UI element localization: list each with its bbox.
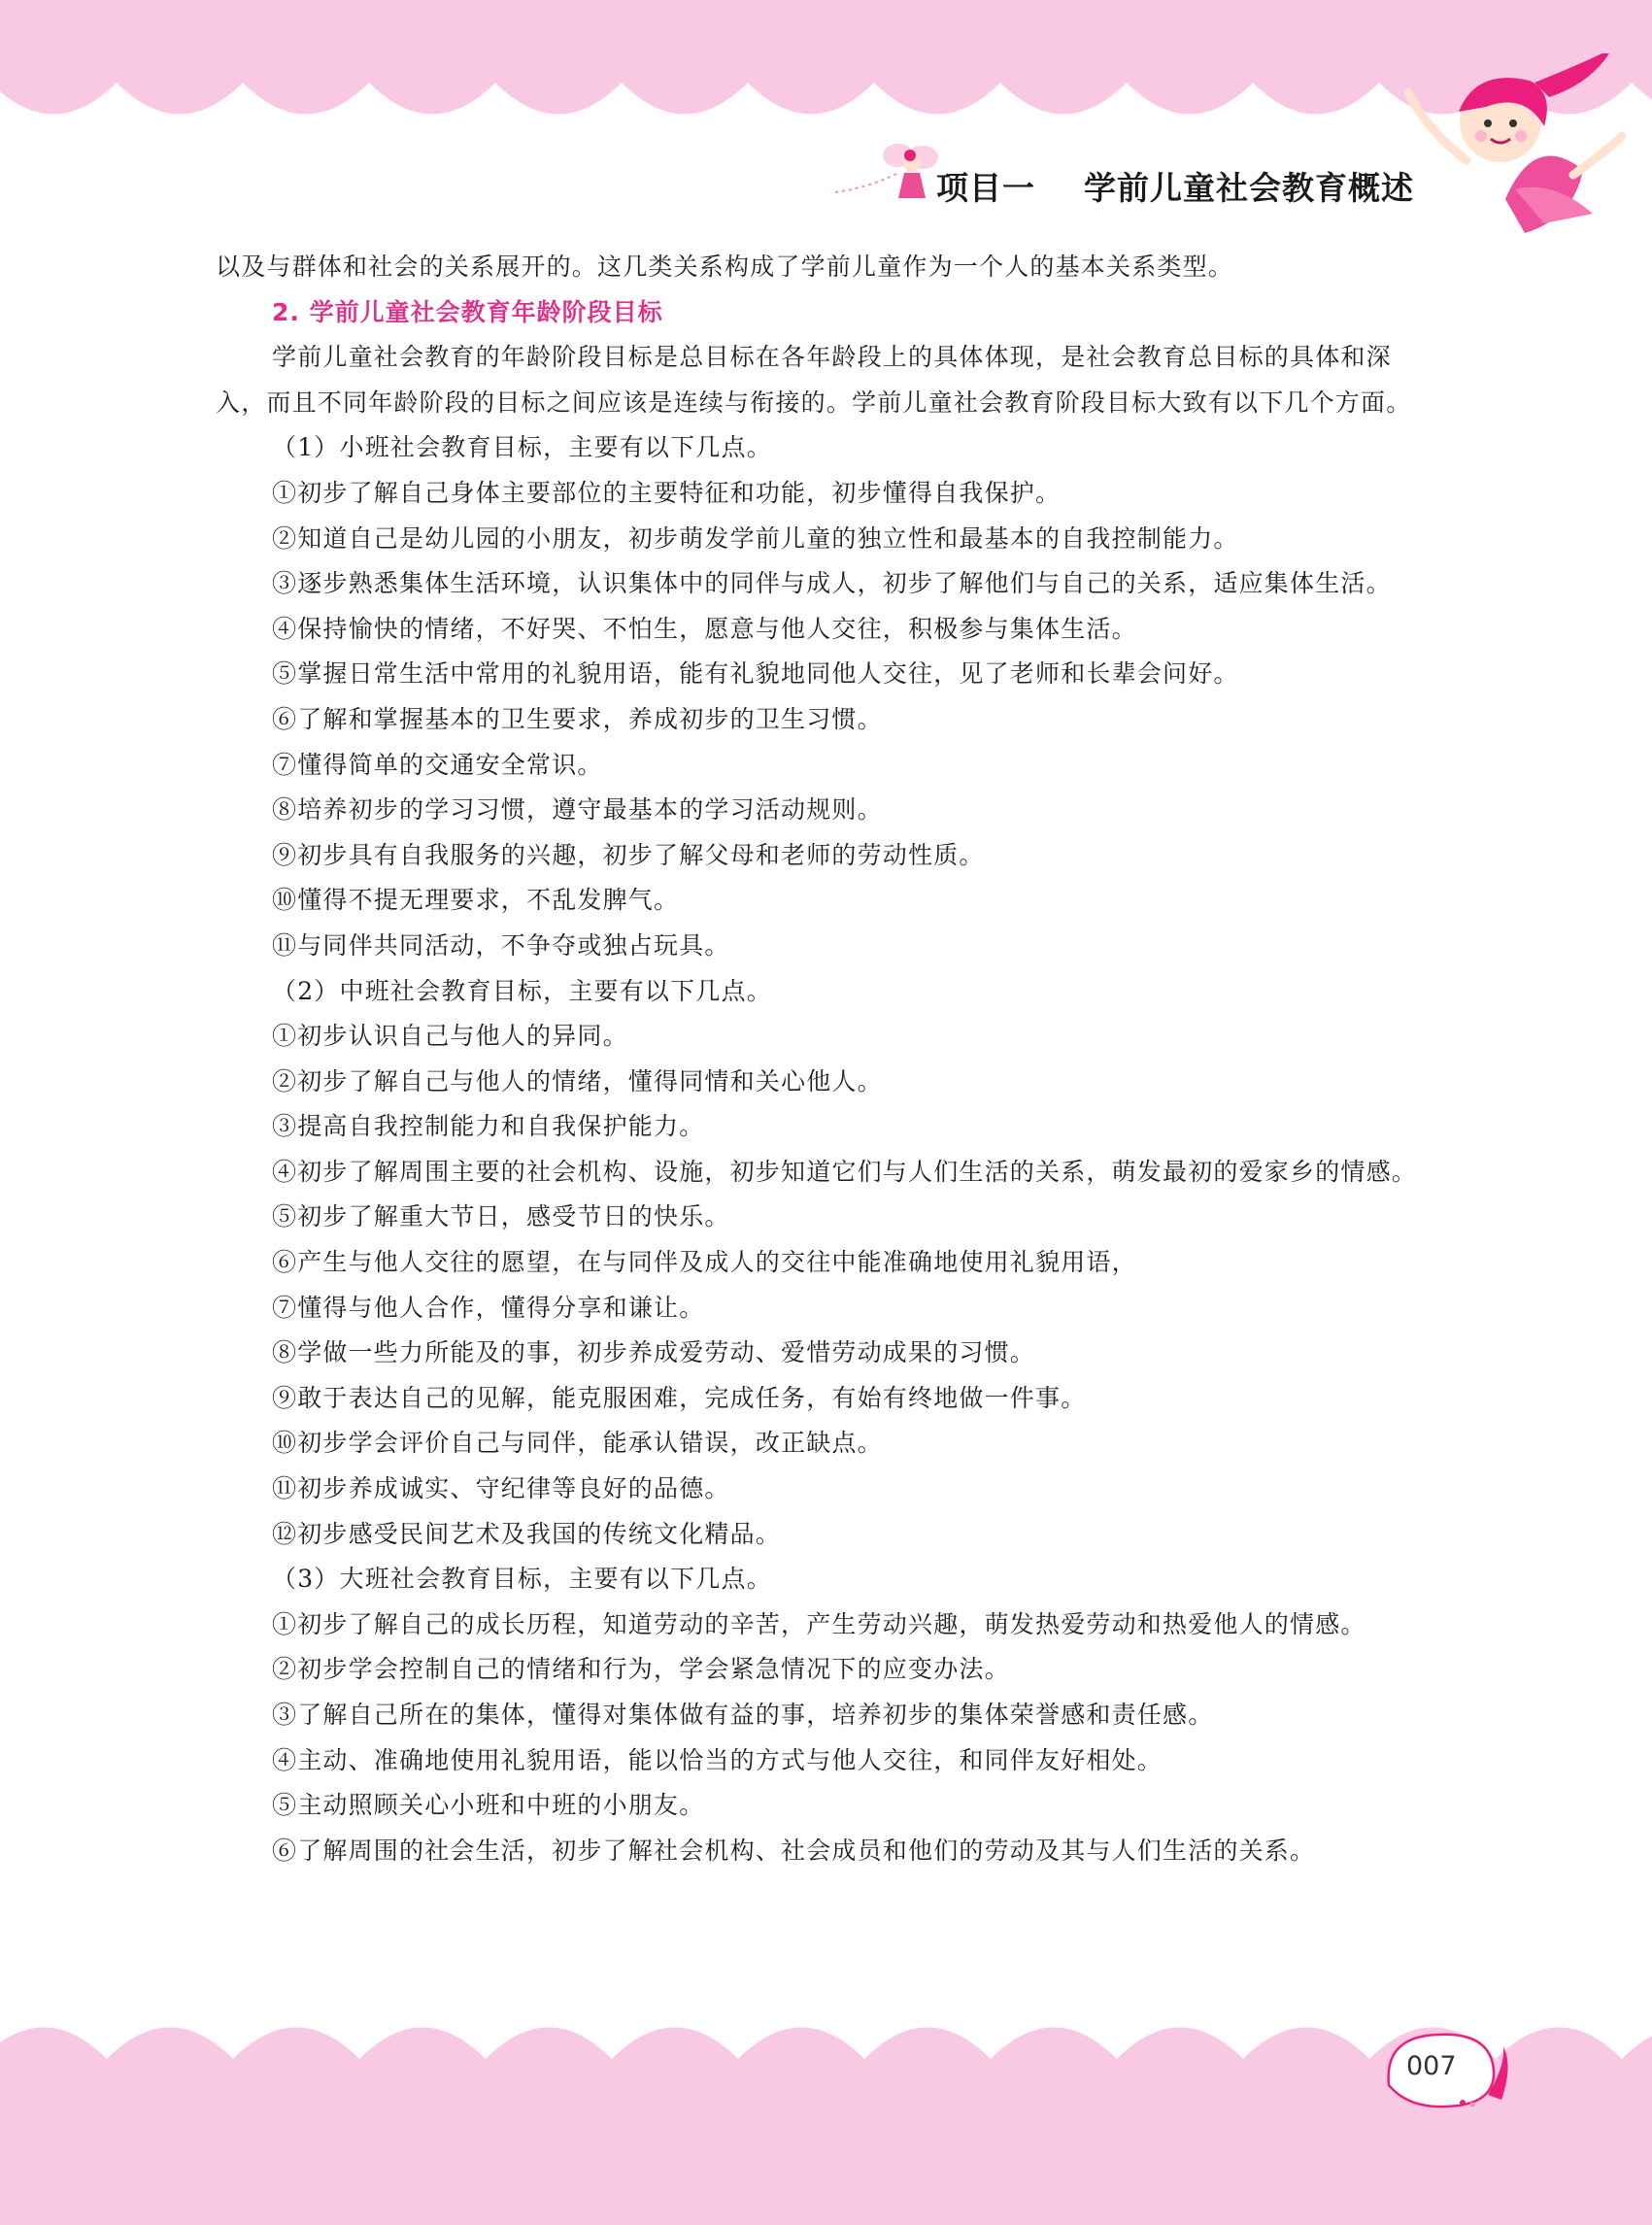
list-item: ⑪与同伴共同活动，不争夺或独占玩具。 <box>272 930 730 960</box>
page-number: 007 <box>1406 2051 1457 2081</box>
middle-class-heading: （2）中班社会教育目标，主要有以下几点。 <box>272 976 772 1005</box>
list-item: ⑥了解和掌握基本的卫生要求，养成初步的卫生习惯。 <box>272 704 883 733</box>
list-item: ⑥了解周围的社会生活，初步了解社会机构、社会成员和他们的劳动及其与人们生活的关系。 <box>272 1836 1316 1865</box>
list-item: ⑤掌握日常生活中常用的礼貌用语，能有礼貌地同他人交往，见了老师和长辈会问好。 <box>272 659 1239 689</box>
list-item: ⑪初步养成诚实、守纪律等良好的品德。 <box>272 1474 730 1503</box>
page-content <box>216 245 1437 1873</box>
list-item: ④保持愉快的情绪，不好哭、不怕生，愿意与他人交往，积极参与集体生活。 <box>272 614 1137 643</box>
section-heading: 2. 学前儿童社会教育年龄阶段目标 <box>272 297 663 326</box>
fairy-icon <box>830 134 947 212</box>
list-item: ⑩初步学会评价自己与同伴，能承认错误，改正缺点。 <box>272 1429 883 1458</box>
list-item: ⑦懂得与他人合作，懂得分享和谦让。 <box>272 1293 705 1322</box>
list-item: ⑤主动照顾关心小班和中班的小朋友。 <box>272 1791 705 1820</box>
continuation-paragraph: 以及与群体和社会的关系展开的。这几类关系构成了学前儿童作为一个人的基本关系类型。 <box>216 253 1234 281</box>
list-item: ⑦懂得简单的交通安全常识。 <box>272 750 603 779</box>
list-item: ①初步了解自己的成长历程，知道劳动的辛苦，产生劳动兴趣，萌发热爱劳动和热爱他人的情感。 <box>272 1609 1366 1638</box>
small-class-heading: （1）小班社会教育目标，主要有以下几点。 <box>272 433 772 462</box>
list-item: ⑤初步了解重大节日，感受节日的快乐。 <box>272 1202 730 1231</box>
list-item: ⑥产生与他人交往的愿望，在与同伴及成人的交往中能准确地使用礼貌用语， <box>272 1248 1137 1277</box>
list-item: ③逐步熟悉集体生活环境，认识集体中的同伴与成人，初步了解他们与自己的关系，适应集体生活。 <box>272 569 1392 598</box>
list-item: ⑩懂得不提无理要求，不乱发脾气。 <box>272 886 680 915</box>
large-class-heading: （3）大班社会教育目标，主要有以下几点。 <box>272 1565 772 1594</box>
list-item: ③了解自己所在的集体，懂得对集体做有益的事，培养初步的集体荣誉感和责任感。 <box>272 1701 1214 1729</box>
list-item: ⑨敢于表达自己的见解，能克服困难，完成任务，有始有终地做一件事。 <box>272 1383 1087 1412</box>
list-item: ①初步了解自己身体主要部位的主要特征和功能，初步懂得自我保护。 <box>272 478 1062 507</box>
girl-illustration-icon <box>1389 53 1632 238</box>
intro-paragraph: 学前儿童社会教育的年龄阶段目标是总目标在各年龄段上的具体体现，是社会教育总目标的具体和深入，而且不同年龄阶段的目标之间应该是连续与衔接的。学前儿童社会教育阶段目标大致有以下几个方面。 <box>216 343 1412 417</box>
list-item: ⑨初步具有自我服务的兴趣，初步了解父母和老师的劳动性质。 <box>272 840 985 869</box>
list-item: ⑧学做一些力所能及的事，初步养成爱劳动、爱惜劳动成果的习惯。 <box>272 1338 1036 1367</box>
list-item: ②知道自己是幼儿园的小朋友，初步萌发学前儿童的独立性和最基本的自我控制能力。 <box>272 523 1239 553</box>
list-item: ⑧培养初步的学习习惯，遵守最基本的学习活动规则。 <box>272 795 883 825</box>
header-title: 学前儿童社会教育概述 <box>1084 169 1414 207</box>
list-item: ②初步了解自己与他人的情绪，懂得同情和关心他人。 <box>272 1066 883 1096</box>
list-item: ③提高自我控制能力和自我保护能力。 <box>272 1112 705 1141</box>
list-item: ②初步学会控制自己的情绪和行为，学会紧急情况下的应变办法。 <box>272 1655 1010 1684</box>
list-item: ①初步认识自己与他人的异同。 <box>272 1022 628 1051</box>
list-item: ⑫初步感受民间艺术及我国的传统文化精品。 <box>272 1519 782 1548</box>
list-item: ④主动、准确地使用礼貌用语，能以恰当的方式与他人交往，和同伴友好相处。 <box>272 1745 1163 1774</box>
running-header <box>936 163 1414 209</box>
header-chapter: 项目一 <box>936 169 1036 207</box>
list-item: ④初步了解周围主要的社会机构、设施，初步知道它们与人们生活的关系，萌发最初的爱家乡的情感。 <box>272 1157 1418 1186</box>
